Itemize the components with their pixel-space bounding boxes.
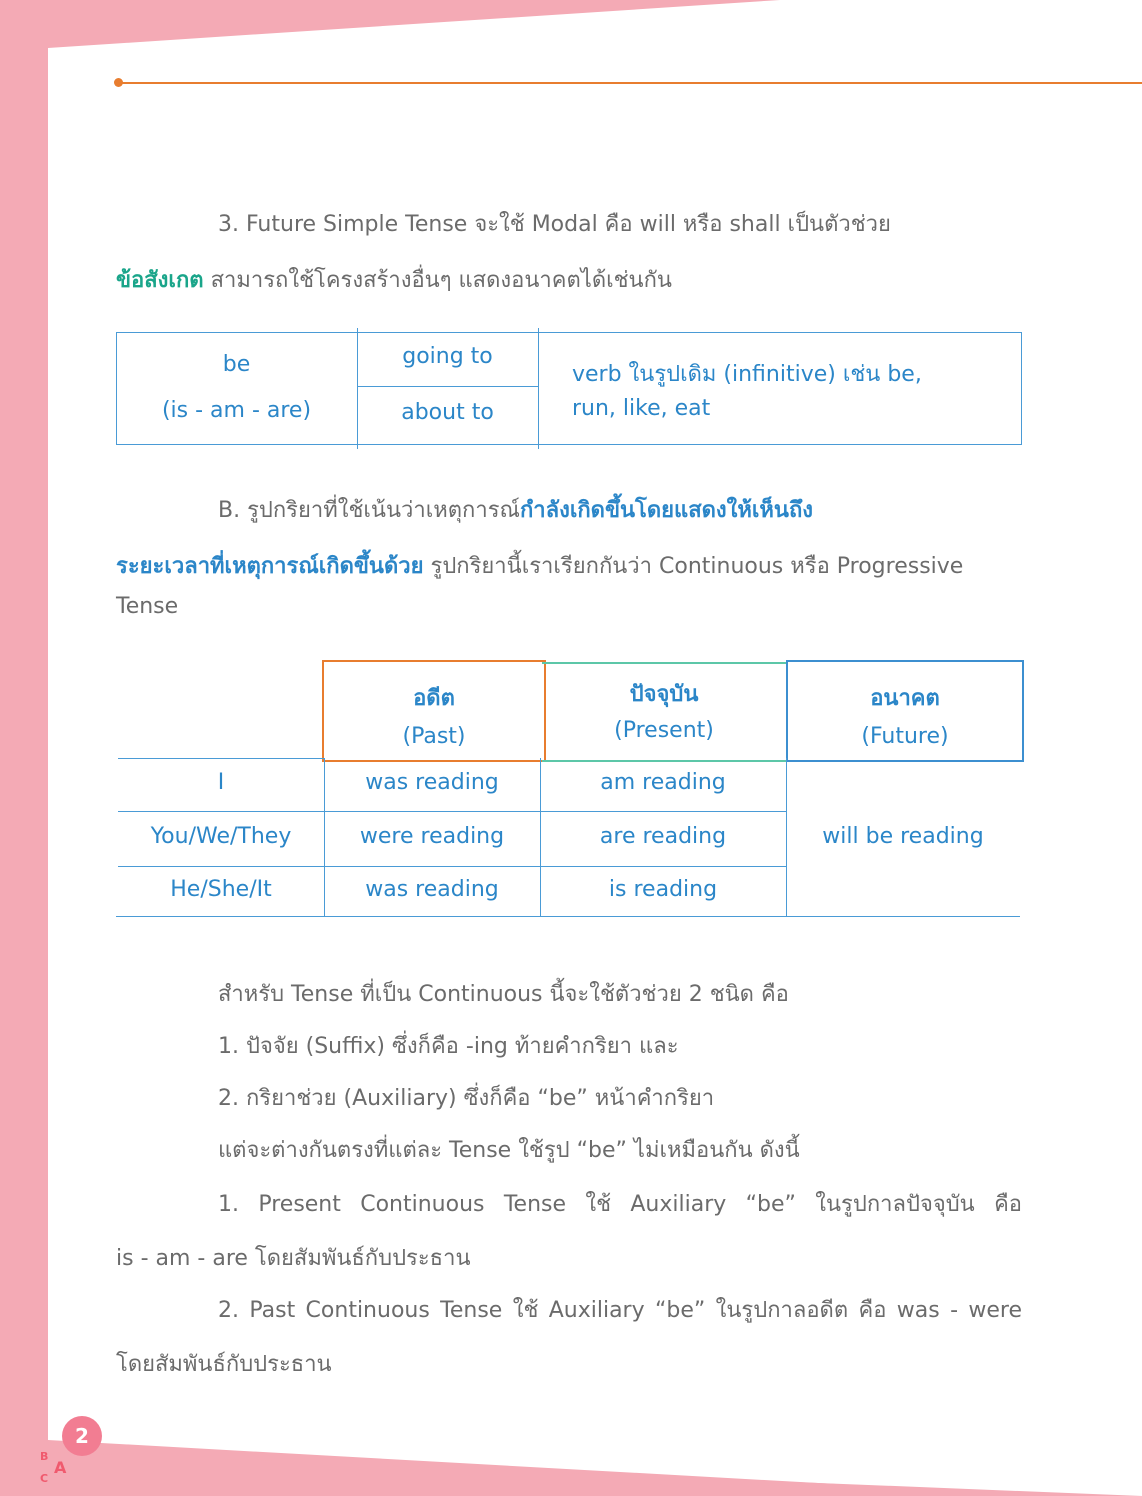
sectionB-highlight2: ระยะเวลาที่เหตุการณ์เกิดขึ้นด้วย <box>116 554 424 579</box>
header-rule <box>118 82 1142 84</box>
sectionB-rest: รูปกริยานี้เราเรียกกันว่า Continuous หรือ Progressive <box>430 554 964 579</box>
about-to-cell: about to <box>401 400 494 425</box>
be-label: be <box>222 352 251 377</box>
subject-cell: I <box>217 770 225 795</box>
future-header-english: (Future) <box>861 724 949 749</box>
be-forms: (is - am - are) <box>161 398 312 423</box>
body-p6-line2: โดยสัมพันธ์กับประธาน <box>116 1352 332 1377</box>
section3-note <box>116 262 672 297</box>
table-rule <box>118 866 786 867</box>
page-number: 2 <box>62 1416 102 1456</box>
body-p3: 2. กริยาช่วย (Auxiliary) ซึ่งก็คือ “be” หน้าคำกริยา <box>218 1086 715 1111</box>
past-cell: were reading <box>359 824 505 849</box>
section3-line1: 3. Future Simple Tense จะใช้ Modal คือ will หรือ shall เป็นตัวช่วย <box>218 212 891 237</box>
body-p5-line1: 1. Present Continuous Tense ใช้ Auxiliary “be” ในรูปกาลปัจจุบัน คือ <box>218 1192 1022 1217</box>
present-cell: am reading <box>600 770 726 795</box>
logo-letter-c: C <box>40 1472 49 1485</box>
table-rule <box>118 758 324 759</box>
present-cell: are reading <box>599 824 727 849</box>
body-p4: แต่จะต่างกันตรงที่แต่ละ Tense ใช้รูป “be” ไม่เหมือนกัน ดังนี้ <box>218 1138 800 1163</box>
sectionB-line2 <box>116 548 963 583</box>
sectionB-highlight1: กำลังเกิดขึ้นโดยแสดงให้เห็นถึง <box>519 498 814 523</box>
verb-line2: run, like, eat <box>572 396 711 421</box>
logo-letter-b: B <box>40 1450 49 1463</box>
logo-letter-a: A <box>54 1458 67 1477</box>
going-to-cell: going to <box>402 344 493 369</box>
future-cell: will be reading <box>822 824 984 849</box>
present-header-thai: ปัจจุบัน <box>629 682 699 707</box>
past-header-english: (Past) <box>402 724 466 749</box>
verb-line1: verb ในรูปเดิม (infinitive) เช่น be, <box>572 362 922 387</box>
table-divider <box>538 328 539 449</box>
past-header-thai: อดีต <box>413 686 455 711</box>
body-p5-line2: is - am - are โดยสัมพันธ์กับประธาน <box>116 1246 471 1271</box>
table-rule <box>118 811 786 812</box>
be-going-to-table <box>116 332 1022 445</box>
table-divider <box>357 386 538 387</box>
sectionB-line3: Tense <box>116 594 179 619</box>
body-p2: 1. ปัจจัย (Suffix) ซึ่งก็คือ -ing ท้ายคำกริยา และ <box>218 1034 679 1059</box>
subject-cell: You/We/They <box>150 824 292 849</box>
subject-cell: He/She/It <box>170 877 272 902</box>
note-text: สามารถใช้โครงสร้างอื่นๆ แสดงอนาคตได้เช่นกัน <box>210 268 672 293</box>
present-cell: is reading <box>608 877 718 902</box>
continuous-tense-table <box>114 658 1026 920</box>
sectionB-lead: B. รูปกริยาที่ใช้เน้นว่าเหตุการณ์ <box>218 498 520 523</box>
present-header-english: (Present) <box>614 718 714 743</box>
future-header-thai: อนาคต <box>870 686 940 711</box>
note-label: ข้อสังเกต <box>116 268 204 293</box>
past-cell: was reading <box>365 877 499 902</box>
sectionB-line1 <box>218 492 813 527</box>
table-rule <box>116 916 1020 917</box>
body-p6-line1: 2. Past Continuous Tense ใช้ Auxiliary “be” ในรูปกาลอดีต คือ was - were <box>218 1298 1022 1323</box>
past-cell: was reading <box>365 770 499 795</box>
body-p1: สำหรับ Tense ที่เป็น Continuous นี้จะใช้ตัวช่วย 2 ชนิด คือ <box>218 982 789 1007</box>
